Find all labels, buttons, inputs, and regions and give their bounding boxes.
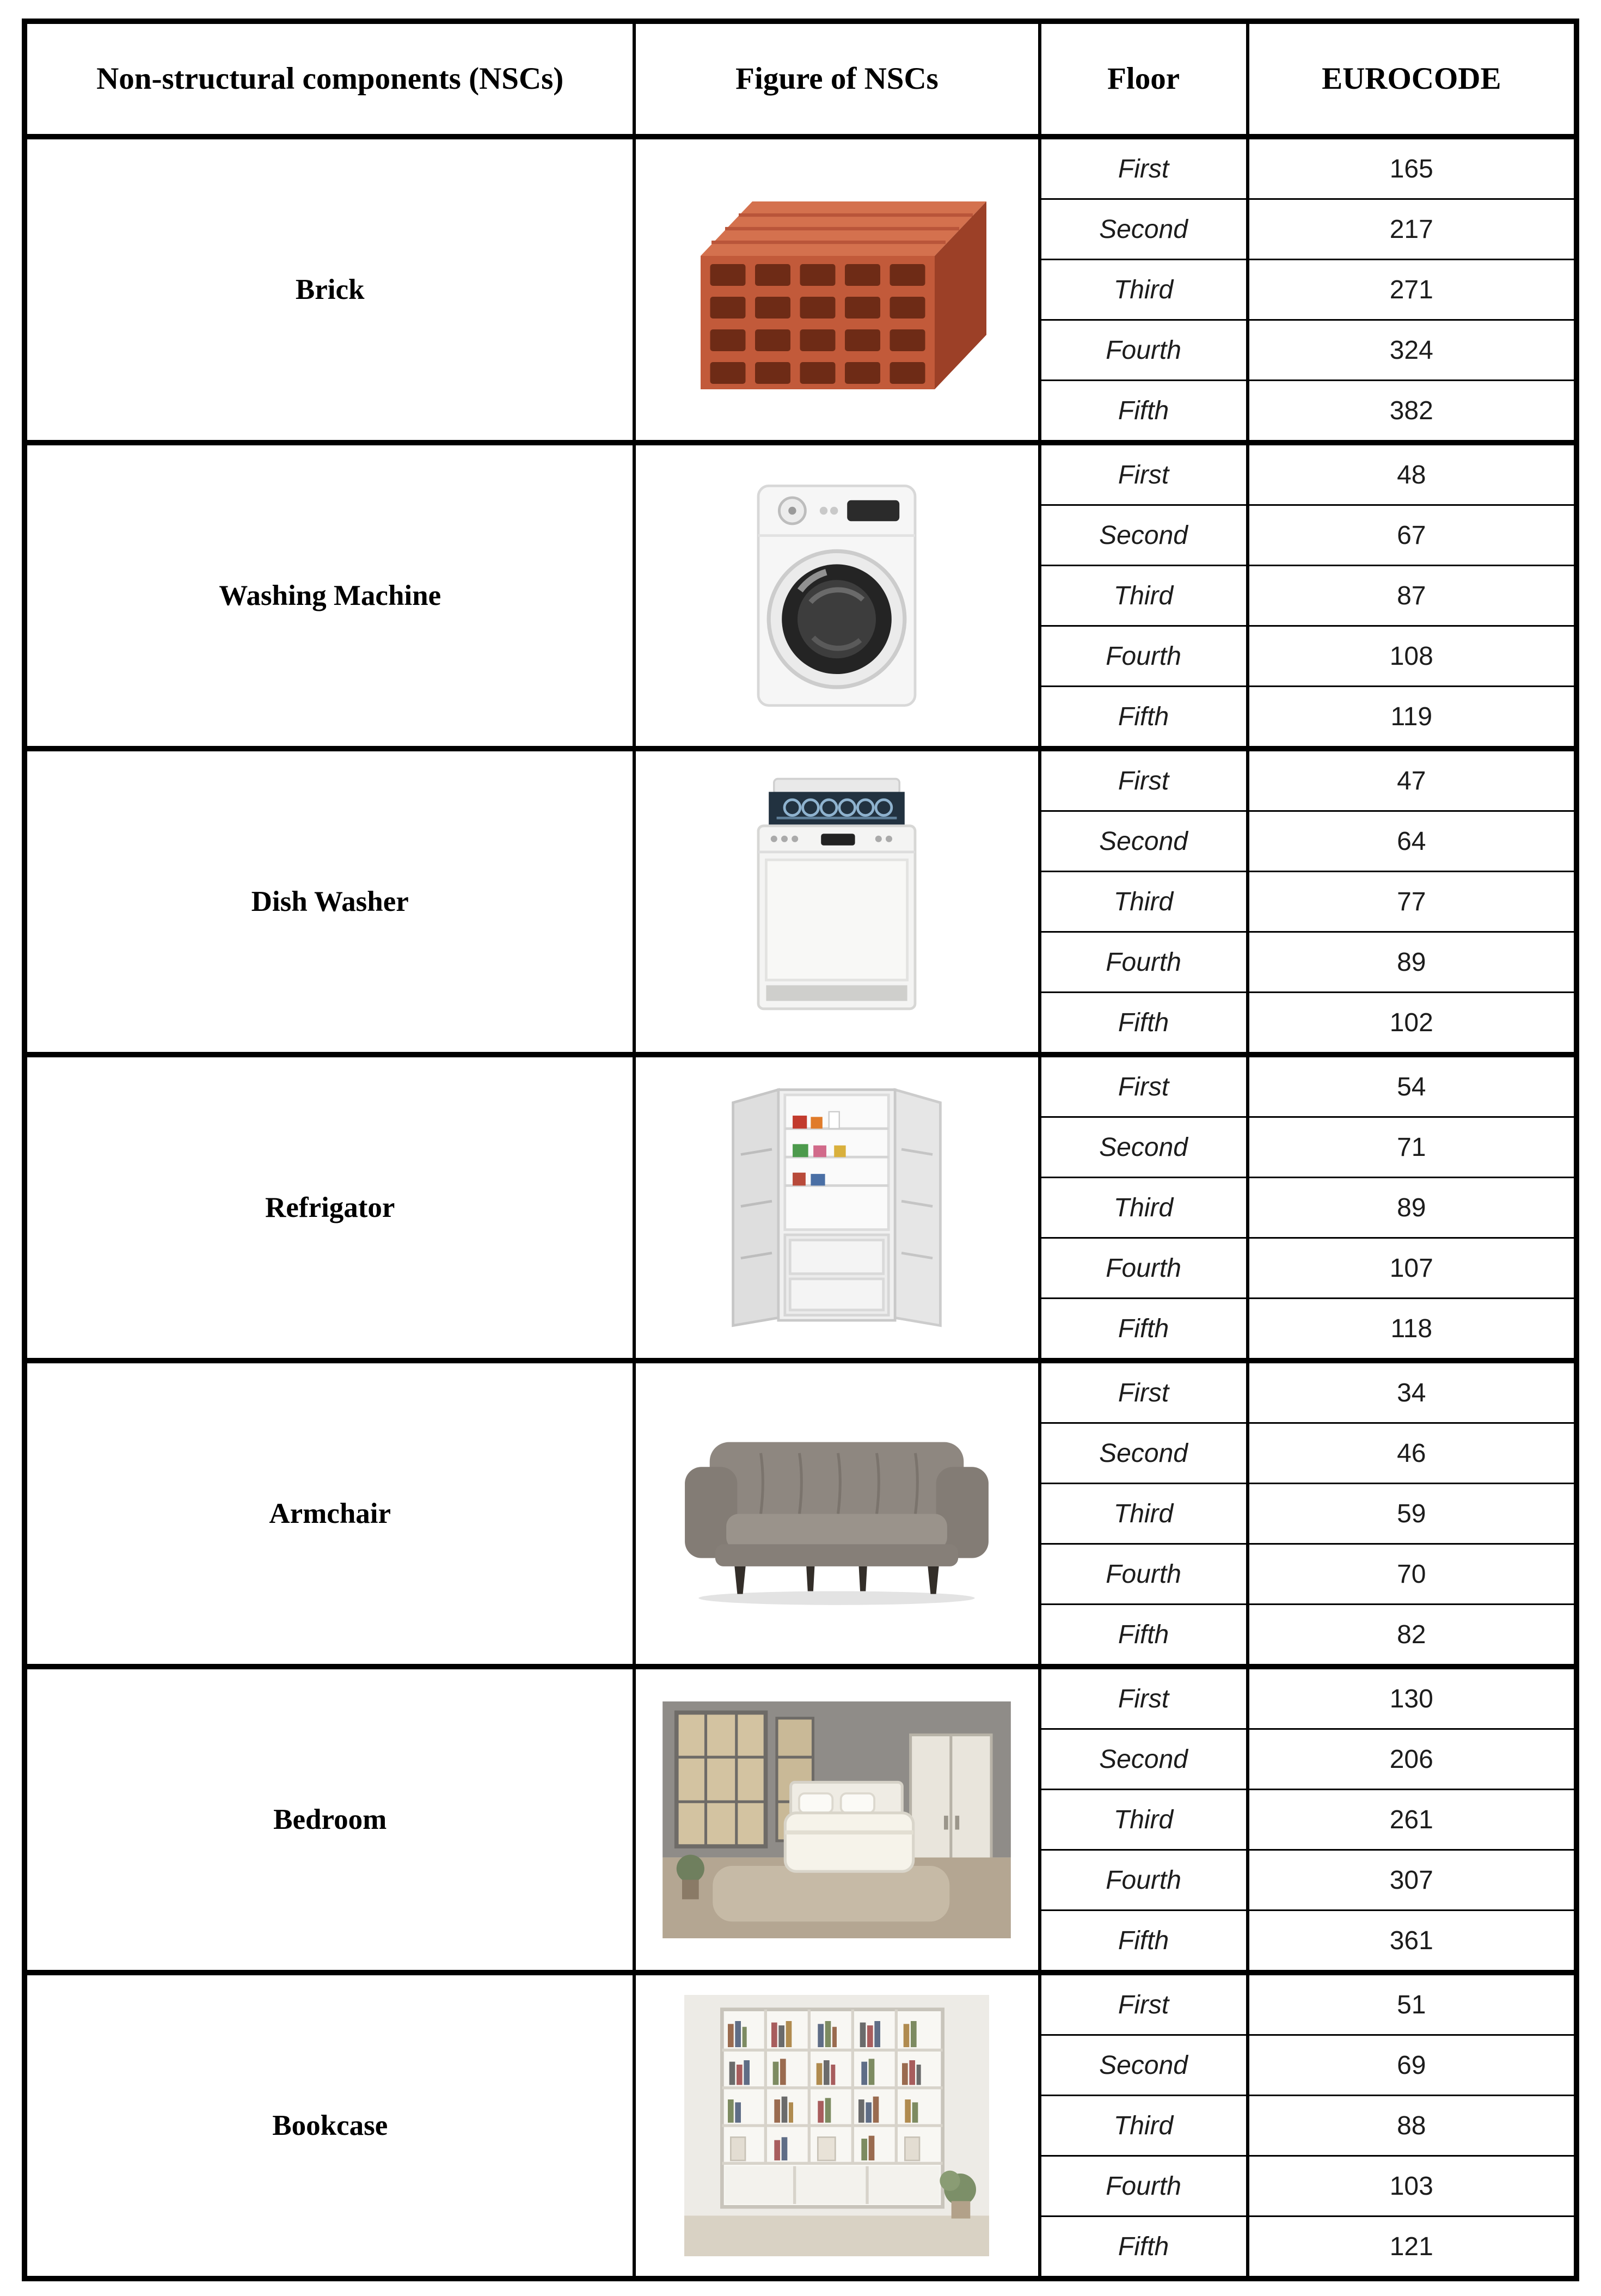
component-name-cell: Dish Washer: [24, 749, 634, 1055]
floor-row: [24, 1667, 1577, 1729]
eurocode-value-cell: 46: [1248, 1423, 1577, 1484]
floor-cell: Fourth: [1040, 2156, 1248, 2217]
floor-cell: Third: [1040, 2096, 1248, 2156]
brick-image: [638, 174, 1035, 406]
floor-cell: Third: [1040, 1484, 1248, 1544]
floor-cell: Second: [1040, 199, 1248, 260]
floor-row: [24, 1055, 1577, 1117]
figure-cell: [634, 443, 1039, 749]
eurocode-value-cell: 48: [1248, 443, 1577, 505]
floor-row: [24, 137, 1577, 199]
floor-cell: Fourth: [1040, 1238, 1248, 1299]
floor-row: [24, 1973, 1577, 2035]
floor-cell: Fifth: [1040, 1605, 1248, 1667]
floor-cell: Third: [1040, 566, 1248, 626]
component-name-cell: Bedroom: [24, 1667, 634, 1973]
eurocode-value-cell: 89: [1248, 932, 1577, 993]
column-header-floor: Floor: [1040, 21, 1248, 137]
document-page: [22, 19, 1579, 2277]
eurocode-value-cell: 102: [1248, 993, 1577, 1055]
dish-washer-image: [638, 771, 1035, 1032]
floor-cell: Second: [1040, 1729, 1248, 1790]
figure-cell: [634, 749, 1039, 1055]
eurocode-value-cell: 47: [1248, 749, 1577, 811]
figure-cell: [634, 1055, 1039, 1361]
floor-cell: Fifth: [1040, 1299, 1248, 1361]
eurocode-value-cell: 34: [1248, 1361, 1577, 1423]
table-body: [24, 137, 1577, 2279]
eurocode-value-cell: 69: [1248, 2035, 1577, 2096]
nsc-eurocode-table: [22, 19, 1579, 2281]
floor-cell: Fourth: [1040, 932, 1248, 993]
column-header-nsc: Non-structural components (NSCs): [24, 21, 634, 137]
floor-cell: Third: [1040, 260, 1248, 320]
eurocode-value-cell: 59: [1248, 1484, 1577, 1544]
eurocode-value-cell: 217: [1248, 199, 1577, 260]
eurocode-value-cell: 64: [1248, 811, 1577, 872]
floor-cell: Second: [1040, 1117, 1248, 1178]
eurocode-value-cell: 206: [1248, 1729, 1577, 1790]
figure-cell: [634, 1361, 1039, 1667]
figure-cell: [634, 1973, 1039, 2279]
floor-row: [24, 1361, 1577, 1423]
eurocode-value-cell: 261: [1248, 1790, 1577, 1850]
eurocode-value-cell: 103: [1248, 2156, 1577, 2217]
floor-cell: Fifth: [1040, 993, 1248, 1055]
eurocode-value-cell: 77: [1248, 872, 1577, 932]
floor-cell: Second: [1040, 811, 1248, 872]
component-name-cell: Brick: [24, 137, 634, 443]
floor-cell: First: [1040, 1055, 1248, 1117]
floor-cell: Third: [1040, 1178, 1248, 1238]
eurocode-value-cell: 107: [1248, 1238, 1577, 1299]
figure-cell: [634, 1667, 1039, 1973]
floor-cell: Fifth: [1040, 1911, 1248, 1973]
eurocode-value-cell: 130: [1248, 1667, 1577, 1729]
eurocode-value-cell: 87: [1248, 566, 1577, 626]
refrigerator-image: [638, 1072, 1035, 1344]
column-header-eurocode: EUROCODE: [1248, 21, 1577, 137]
eurocode-value-cell: 54: [1248, 1055, 1577, 1117]
bedroom-image: [638, 1701, 1035, 1938]
floor-cell: Second: [1040, 505, 1248, 566]
eurocode-value-cell: 382: [1248, 381, 1577, 443]
component-name-cell: Armchair: [24, 1361, 634, 1667]
eurocode-value-cell: 51: [1248, 1973, 1577, 2035]
floor-cell: First: [1040, 1361, 1248, 1423]
floor-cell: Fourth: [1040, 1544, 1248, 1605]
eurocode-value-cell: 121: [1248, 2217, 1577, 2279]
floor-cell: Fourth: [1040, 626, 1248, 687]
floor-cell: First: [1040, 749, 1248, 811]
eurocode-value-cell: 82: [1248, 1605, 1577, 1667]
washing-machine-image: [638, 465, 1035, 726]
eurocode-value-cell: 67: [1248, 505, 1577, 566]
floor-cell: Third: [1040, 872, 1248, 932]
floor-cell: Fifth: [1040, 381, 1248, 443]
floor-cell: First: [1040, 137, 1248, 199]
eurocode-value-cell: 165: [1248, 137, 1577, 199]
floor-cell: Fourth: [1040, 320, 1248, 381]
eurocode-value-cell: 118: [1248, 1299, 1577, 1361]
floor-cell: Fourth: [1040, 1850, 1248, 1911]
floor-cell: Fifth: [1040, 687, 1248, 749]
eurocode-value-cell: 108: [1248, 626, 1577, 687]
header-row: [24, 21, 1577, 137]
eurocode-value-cell: 361: [1248, 1911, 1577, 1973]
component-name-cell: Washing Machine: [24, 443, 634, 749]
eurocode-value-cell: 271: [1248, 260, 1577, 320]
component-name-cell: Refrigator: [24, 1055, 634, 1361]
floor-cell: First: [1040, 443, 1248, 505]
eurocode-value-cell: 89: [1248, 1178, 1577, 1238]
armchair-sofa-image: [638, 1417, 1035, 1611]
floor-cell: Fifth: [1040, 2217, 1248, 2279]
floor-cell: Third: [1040, 1790, 1248, 1850]
figure-cell: [634, 137, 1039, 443]
floor-cell: Second: [1040, 1423, 1248, 1484]
eurocode-value-cell: 71: [1248, 1117, 1577, 1178]
eurocode-value-cell: 307: [1248, 1850, 1577, 1911]
floor-cell: First: [1040, 1667, 1248, 1729]
eurocode-value-cell: 88: [1248, 2096, 1577, 2156]
floor-row: [24, 749, 1577, 811]
floor-cell: Second: [1040, 2035, 1248, 2096]
component-name-cell: Bookcase: [24, 1973, 634, 2279]
floor-row: [24, 443, 1577, 505]
eurocode-value-cell: 119: [1248, 687, 1577, 749]
eurocode-value-cell: 70: [1248, 1544, 1577, 1605]
floor-cell: First: [1040, 1973, 1248, 2035]
column-header-figure: Figure of NSCs: [634, 21, 1039, 137]
bookcase-image: [638, 1995, 1035, 2256]
eurocode-value-cell: 324: [1248, 320, 1577, 381]
